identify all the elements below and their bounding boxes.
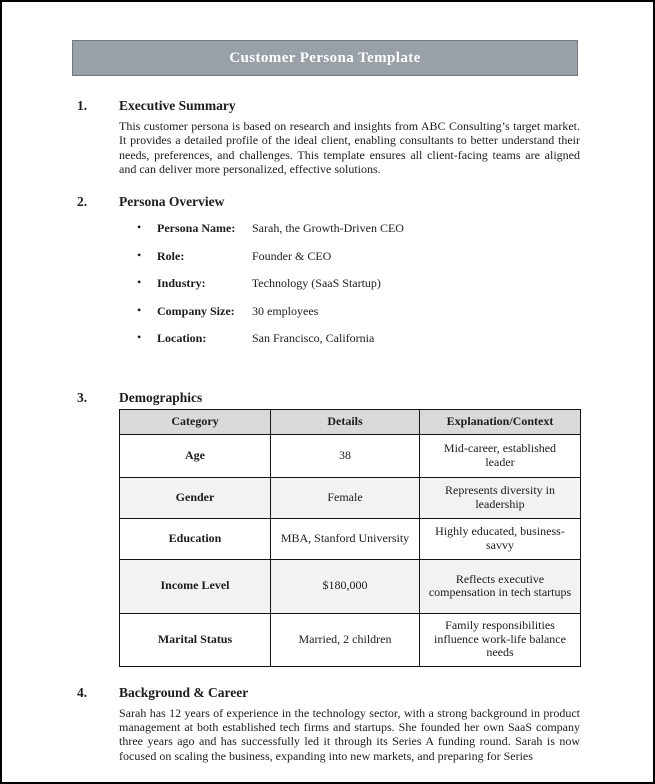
list-item-label: Industry: [157,276,206,291]
demographics-table [119,409,581,667]
section-title: Executive Summary [119,98,236,113]
page-title: Customer Persona Template [229,49,421,66]
list-item-value: Founder & CEO [252,248,332,263]
demographics-table-container [119,409,576,667]
section-number: 1. [77,98,88,113]
cell-details: $180,000 [271,559,420,613]
list-item-label: Persona Name: [157,221,236,236]
table-row-income-level [120,559,581,613]
list-item-company-size [119,304,576,319]
table-row-marital-status [120,613,581,666]
cell-explanation: Highly educated, business-savvy [420,518,581,559]
list-item-value: San Francisco, California [252,331,375,346]
section-heading-executive-summary [77,97,576,115]
section-number: 2. [77,194,88,210]
persona-overview-list [119,221,576,346]
cell-details: Married, 2 children [271,613,420,666]
cell-details: 38 [271,434,420,477]
background-career-paragraph: Sarah has 12 years of experience in the technology sector, with a strong background in product management at both established tech firms and startups. She founded her own SaaS company three years ago and has successfully led it through its Series A funding round. Sarah is now focused on scaling the business, expanding into new markets, and preparing for Series [119,705,580,763]
column-header-explanation: Explanation/Context [420,409,581,434]
section-title: Demographics [119,389,203,405]
list-item-industry [119,276,576,291]
table-header-row [120,409,581,434]
cell-explanation: Mid-career, established leader [420,434,581,477]
executive-summary-paragraph: This customer persona is based on research and insights from ABC Consulting’s target market. It provides a detailed profile of the ideal client, enabling consultants to better understand their needs, preferences, and challenges. This template ensures all client-facing teams are aligned and can deliver more personalized, effective solutions. [119,119,580,176]
list-item-value: 30 employees [252,303,319,318]
list-item-role [119,249,576,264]
list-item-label: Company Size: [157,303,235,318]
list-item-location [119,331,576,346]
cell-details: Female [271,477,420,518]
cell-category: Education [120,518,271,559]
list-item-persona-name [119,221,576,236]
section-heading-demographics [77,389,576,407]
column-header-details: Details [271,409,420,434]
table-row-education [120,518,581,559]
section-number: 3. [77,389,88,405]
bullet-icon: • [137,275,142,290]
cell-explanation: Reflects executive compensation in tech startups [420,559,581,613]
list-item-value: Sarah, the Growth-Driven CEO [252,221,404,236]
list-item-label: Role: [157,248,185,263]
bullet-icon: • [137,302,142,317]
cell-explanation: Family responsibilities influence work-life balance needs [420,613,581,666]
column-header-category: Category [120,409,271,434]
title-banner [72,40,578,76]
document-body [2,97,653,763]
list-item-value: Technology (SaaS Startup) [251,276,381,291]
cell-category: Gender [120,477,271,518]
cell-explanation: Represents diversity in leadership [420,477,581,518]
table-row-age [120,434,581,477]
cell-details: MBA, Stanford University [271,518,420,559]
bullet-icon: • [137,220,142,235]
section-title: Persona Overview [119,194,225,210]
bullet-icon: • [137,330,142,345]
cell-category: Age [120,434,271,477]
bullet-icon: • [137,247,142,262]
list-item-label: Location: [157,331,207,346]
section-heading-background-career [77,684,576,702]
cell-category: Marital Status [120,613,271,666]
table-row-gender [120,477,581,518]
section-heading-persona-overview [77,193,576,211]
section-title: Background & Career [119,684,249,700]
cell-category: Income Level [120,559,271,613]
section-number: 4. [77,684,88,700]
